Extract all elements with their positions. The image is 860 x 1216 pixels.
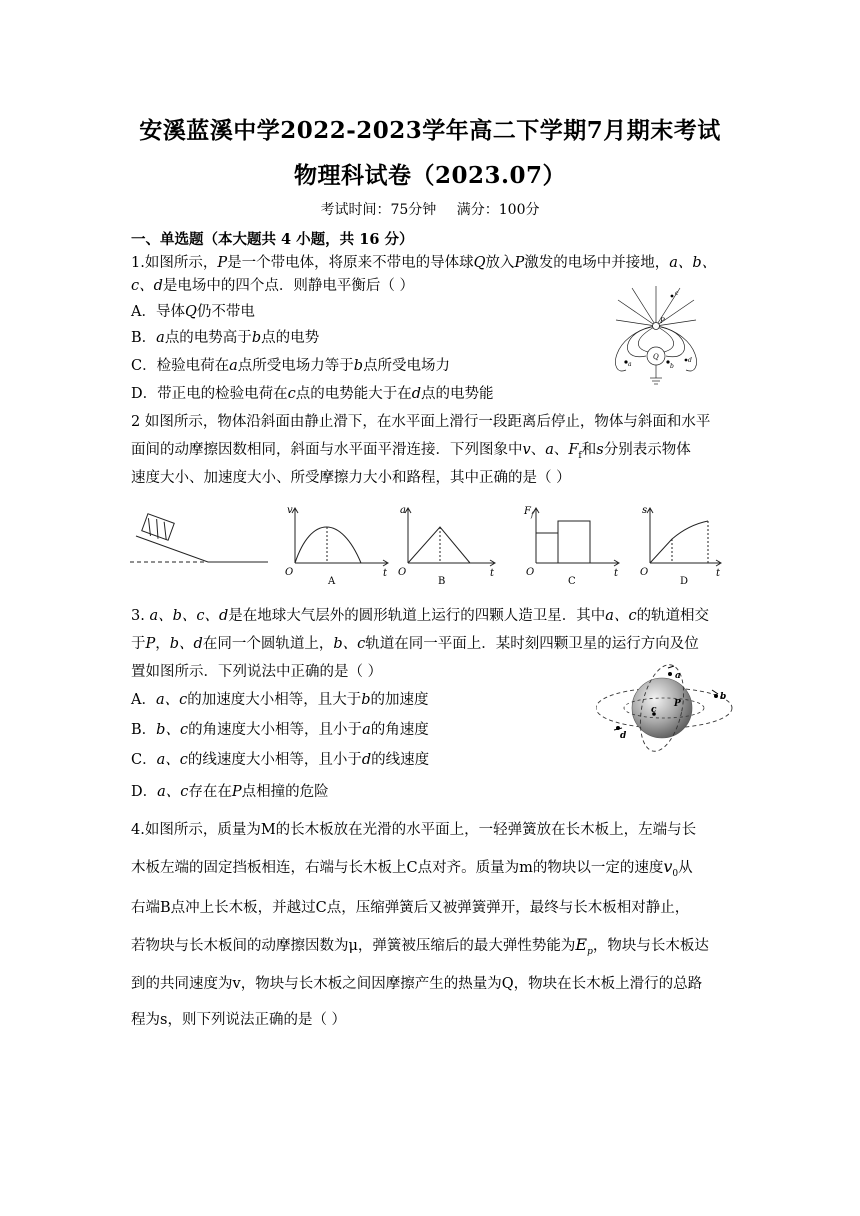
q2-line2: 面间的动摩擦因数相同，斜面与水平面平滑连接．下列图象中v、a、$F_f$和s分别表示物体 [131,442,691,461]
q3-line3: 置如图所示．下列说法中正确的是（ ） [131,664,383,680]
section-heading: 一、单选题（本大题共 4 小题，共 16 分） [131,231,414,248]
q2-graph-d [638,505,728,587]
q4-line5: 到的共同速度为v，物块与长木板之间因摩擦产生的热量为Q，物块在长木板上滑行的总路 [131,976,703,992]
full-score: 满分：100分 [456,202,540,218]
q1-option-a: A．导体Q仍不带电 [131,304,255,320]
orbit-label-a: a [675,671,681,681]
fig-label-d: d [688,357,692,364]
graph-c-caption: C [568,576,576,587]
q3-option-d: D．a、c存在在P点相撞的危险 [131,784,329,800]
q2-line3: 速度大小、加速度大小、所受摩擦力大小和路程，其中正确的是（ ） [131,470,571,486]
graph-d-origin: O [640,567,649,578]
q1-line1: 1.如图所示，P是一个带电体，将原来不带电的导体球Q放入P激发的电场中并接地，a、b、 [131,255,717,271]
graph-d-y-label: s [642,505,648,516]
q4-line3: 右端B点冲上长木板，并越过C点，压缩弹簧后又被弹簧弹开，最终与长木板相对静止， [131,900,690,916]
fig-label-b: b [670,363,674,370]
graph-a-y-label: v [287,505,293,516]
q2-graph-a [283,505,393,587]
exam-info [0,199,860,219]
q2-line1: 2 如图所示，物体沿斜面由静止滑下，在水平面上滑行一段距离后停止，物体与斜面和水平 [131,414,711,430]
q3-option-a: A．a、c的加速度大小相等，且大于b的加速度 [131,692,429,708]
graph-b-origin: O [398,567,407,578]
q3-orbit-figure [596,656,736,756]
orbit-label-c: c [651,705,657,715]
orbit-label-d: d [620,731,627,741]
q2-graph-c [522,505,632,587]
graph-c-y-sub: f [531,511,534,519]
q1-line2: c、d是电场中的四个点．则静电平衡后（ ） [131,278,415,294]
exam-title-line1: 安溪蓝溪中学2022-2023学年高二下学期7月期末考试 [139,117,721,144]
q4-line6: 程为s，则下列说法正确的是（ ） [131,1012,347,1028]
graph-b-caption: B [438,576,446,587]
q2-incline-figure [128,512,270,572]
graph-a-caption: A [328,576,336,587]
q3-option-c: C．a、c的线速度大小相等，且小于d的线速度 [131,752,430,768]
q1-option-b: B．a点的电势高于b点的电势 [131,330,320,346]
q4-line4: 若物块与长木板间的动摩擦因数为μ，弹簧被压缩后的最大弹性势能为$E_p$，物块与长木板达 [131,935,709,957]
fig-label-q: Q [653,353,659,361]
fig-label-c: c [675,290,679,297]
graph-b-y-label: a [400,505,406,516]
graph-c-origin: O [526,567,535,578]
q4-line2: 木板左端的固定挡板相连，右端与长木板上C点对齐。质量为m的物块以一定的速度$v_0$从 [131,857,693,879]
graph-d-x-label: t [716,568,721,579]
graph-a-x-label: t [383,568,388,579]
graph-d-caption: D [680,576,689,587]
orbit-label-b: b [720,692,727,702]
graph-c-x-label: t [614,568,619,579]
q1-option-c: C．检验电荷在a点所受电场力等于b点所受电场力 [131,358,451,374]
exam-title-line2: 物理科试卷（2023.07） [293,162,567,189]
graph-c-y-label: F [524,506,531,517]
q1-option-d: D．带正电的检验电荷在c点的电势能大于在d点的电势能 [131,386,494,402]
graph-b-x-label: t [490,568,495,579]
fig-label-p: P [660,317,665,325]
q1-field-figure [612,282,700,394]
graph-a-origin: O [285,567,294,578]
q3-line2: 于P，b、d在同一个圆轨道上，b、c轨道在同一平面上．某时刻四颗卫星的运行方向及位 [131,636,699,652]
q3-option-b: B．b、c的角速度大小相等，且小于a的角速度 [131,722,429,738]
q4-line1: 4.如图所示，质量为M的长木板放在光滑的水平面上，一轻弹簧放在长木板上，左端与长 [131,822,697,838]
q3-line1: 3. a、b、c、d是在地球大气层外的圆形轨道上运行的四颗人造卫星．其中a、c的轨道相交 [131,608,710,624]
exam-time: 考试时间：75分钟 [320,202,437,218]
fig-label-a: a [628,361,632,368]
orbit-label-p: P [674,699,681,709]
q2-graph-b [396,505,506,587]
